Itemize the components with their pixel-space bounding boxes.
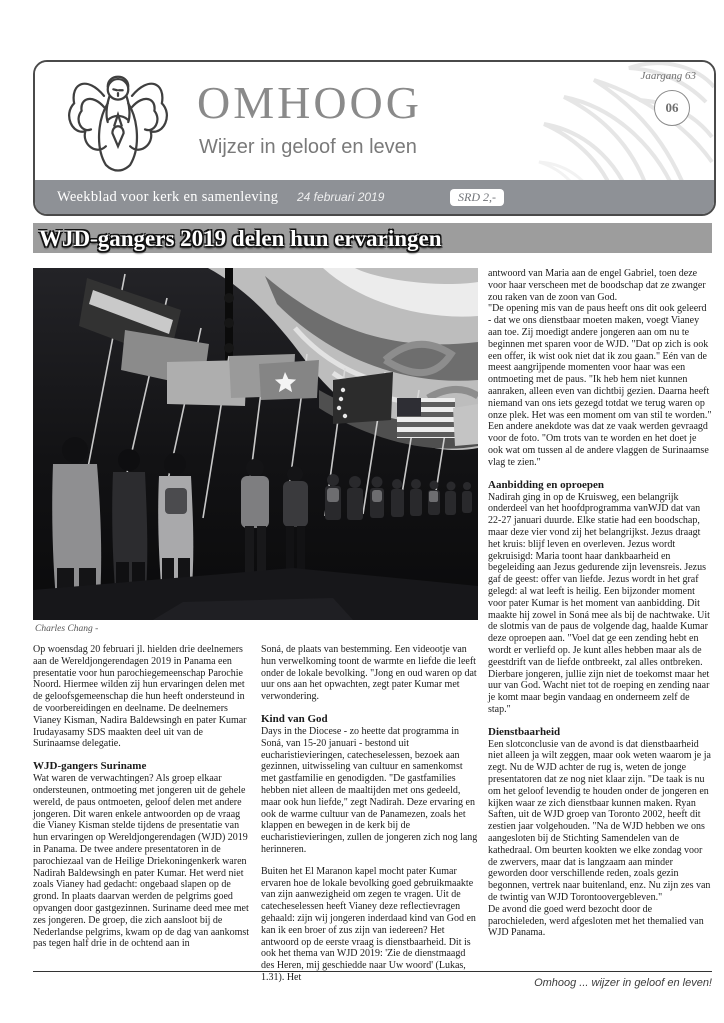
volume-label: Jaargang 63 [640, 70, 696, 82]
issue-date: 24 februari 2019 [297, 190, 385, 204]
photo-illustration [33, 268, 478, 620]
issue-number-badge: 06 [654, 90, 690, 126]
article-column-2 [261, 644, 478, 984]
masthead-bar [35, 180, 714, 214]
article-paragraph: Een slotconclusie van de avond is dat dienstbaarheid niet alleen ja wilt zeggen, maar ook weten waarom je ja zegt. Nu de WJD achter de rug is, weten de jonge presentatoren dat ze nog niet klaar zijn. "De taak is nu om het geloof levendig te houden onder de jongeren en kijken waar ze zich dienstbaar kunnen maken. Ryan Saften, uit de WJD groep van Toronto 2002, heeft dit zestien jaar volgehouden. "Na de WJD hebben we ons aangesloten bij de Stichting Samendelen van de kathedraal. Om beurten kookten we elke zondag voor de zwervers, maar dat is langzaam aan minder geworden door verschillende reden, zoals gezin begonnen, vertrek naar buitenland, enz. Nu zijn zes van de twintig van WJD Torontoovergebleven." [488, 738, 711, 904]
article-column-1 [33, 644, 250, 950]
article-paragraph: Op woensdag 20 februari jl. hielden drie deelnemers aan de Wereldjongerendagen 2019 in Panama een presentatie voor hun parochiegemeenschap Parochie Noord. Hiermee wilden zij hun ervaringen delen met de geloofsgemeenschap die hun heeft ondersteund in de voorbereidingen en deelname. De deelnemers Vianey Kisman, Nadira Baldewsingh en pater Kumar Irudayasamy SDS maakten deel uit van de Surinaamse delegatie. [33, 644, 247, 750]
article-paragraph: Nadirah ging in op de Kruisweg, een belangrijk onderdeel van het hoofdprogramma vanWJD dat van 22-27 januari duurde. Elke statie had een boodschap, maar deze vier vond zij het belangrijkst. Jezus draagt het kruis: blijf leven en overleven. Jezus wordt gekruisigd: Maria toont haar dankbaarheid en begeleiding aan Jezus gedurende zijn levensreis. Jezus gaf de geest: offer van liefde. Jezus wordt in het graf gelegd: al wat leeft is heilig. Een bijzonder moment voor pater Kumar is het moment van aanbidding. Dit maakte hij zowel in Soná mee als bij de nachtwake. Uit de slotmis van de paus de volgende dag, haalde Kumar deze oproepen aan. "Voel dat ge een zending hebt en wordt er verliefd op. Je kunt alles hebben maar als de geestdrift van de liefde ontbreekt, zal alles ontbreken. Dierbare jongeren, jullie zijn niet de toekomst maar het uur van God. Wacht niet tot de roeping en zending naar je komt maar begin vandaag en onderneem zelf de stap." [488, 491, 710, 715]
article-paragraph: Days in the Diocese - zo heette dat programma in Soná, van 15-20 januari - bestond uit eucharistievieringen, catecheselessen, bezoek aan gezinnen, uitwisseling van cultuur en samenkomst met gastfamilie en genodigden. "De gastfamilies hebben niet alleen de maaltijden met ons gedeeld, maar ook hun liefde," zegt Nadirah. Deze ervaring en ook de warme cultuur van de Panamezen, zoals het klappen en bewegen in de kerk bij de eucharistievieringen, zullen de jongeren zich nog lang herinneren. [261, 725, 478, 855]
masthead-top [35, 62, 714, 180]
article-paragraph: Wat waren de verwachtingen? Als groep elkaar ondersteunen, ontmoeting met jongeren uit de gehele wereld, de paus ontmoeten, geloof delen met andere jongeren. Dit waren enkele antwoorden op de vraag die Vianey Kisman stelde tijdens de presentatie van hun ervaringen op Wereldjongerendagen (WJD) 2019 in Panama. De twee andere presentatoren in de parochiezaal van de Heilige Driekoningenkerk waren Nadirah Baldewsingh en pater Kumar. Het werd niet zoals Vianey had gedacht: ongebaad slapen op de grond. In plaats daarvan werden de pelgrims goed opvangen door gastgezinnen. Suriname deed mee met zes jongeren. De groep, die zich aansloot bij de Nederlandse pelgrims, kwam op de dag van aankomst pas tegen half drie in de ochtend aan in [33, 773, 250, 950]
section-heading: Aanbidding en oproepen [488, 478, 604, 491]
article-paragraph: Buiten het El Maranon kapel mocht pater Kumar ervaren hoe de lokale bevolking goed gebruikmaakte van zijn aanwezigheid om zegen te vragen. Uit de catecheselessen heeft Vianey deze reflectievragen gehaald: zijn wij jongeren inderdaad kind van God en kan ik een broer of zus zijn van iedereen? Het antwoord op de eerste vraag is dienstbaarheid. Dit is ook het thema van WJD 2019: 'Zie de dienstmaagd des Heren, mij geschiedde naar Uw woord' (Lukas, 1.31). Het [261, 865, 476, 983]
photo-caption: Charles Chang - [35, 624, 99, 634]
article-paragraph: antwoord van Maria aan de engel Gabriel, toen deze voor haar verscheen met de boodschap dat ze zwanger zou raken van de zoon van God. [488, 268, 706, 303]
headline-bar [33, 223, 712, 253]
headline: WJD-gangers 2019 delen hun ervaringen [39, 225, 442, 251]
section-heading: Kind van God [261, 712, 328, 725]
publication-subtitle: Wijzer in geloof en leven [199, 136, 417, 158]
article-paragraph: Soná, de plaats van bestemming. Een videootje van hun verwelkoming toont de warmte en liefde die leeft onder de lokale bevolking. "Jong en oud waren op dat uur ons aan het opwachten, zegt pater Kumar met verwondering. [261, 644, 477, 703]
article-column-3 [488, 268, 712, 939]
angel-logo-icon [63, 66, 173, 178]
masthead [33, 60, 716, 216]
footer-rule [33, 971, 712, 972]
article-paragraph: De avond die goed werd bezocht door de parochieleden, werd afgesloten met het themalied van WJD Panama. [488, 903, 704, 939]
photo-flags-night [33, 268, 478, 620]
footer-slogan: Omhoog ... wijzer in geloof en leven! [534, 977, 712, 989]
section-heading: Dienstbaarheid [488, 725, 561, 738]
publication-title: OMHOOG [197, 77, 422, 128]
article-paragraph: "De opening mis van de paus heeft ons dit ook geleerd - dat we ons dienstbaar moeten maken, voegt Vianey aan toe. Zij moedigt andere jongeren aan om nu te beginnen met sparen voor de WJD. "Dat op zich is ook een offer, ik wist ook niet dat ik zou gaan." Eén van de meest aangrijpende momenten voor haar was een ontmoeting met de paus. "Ik heb hem niet kunnen aanraken, alleen even van dichtbij gezien. Daarna heeft niemand van ons iets gezegd totdat we terug waren op onze plek. Het was een moment om van stil te worden." Een andere anekdote was dat ze vaak werden gevraagd voor de foto. "Om trots van te worden en het doet je ook wat om tussen al de andere vlaggen de Surinaamse vlag te zien." [488, 303, 712, 468]
price-badge: SRD 2,- [450, 189, 504, 206]
section-heading: WJD-gangers Suriname [33, 760, 147, 773]
tagline: Weekblad voor kerk en samenleving [57, 188, 279, 205]
